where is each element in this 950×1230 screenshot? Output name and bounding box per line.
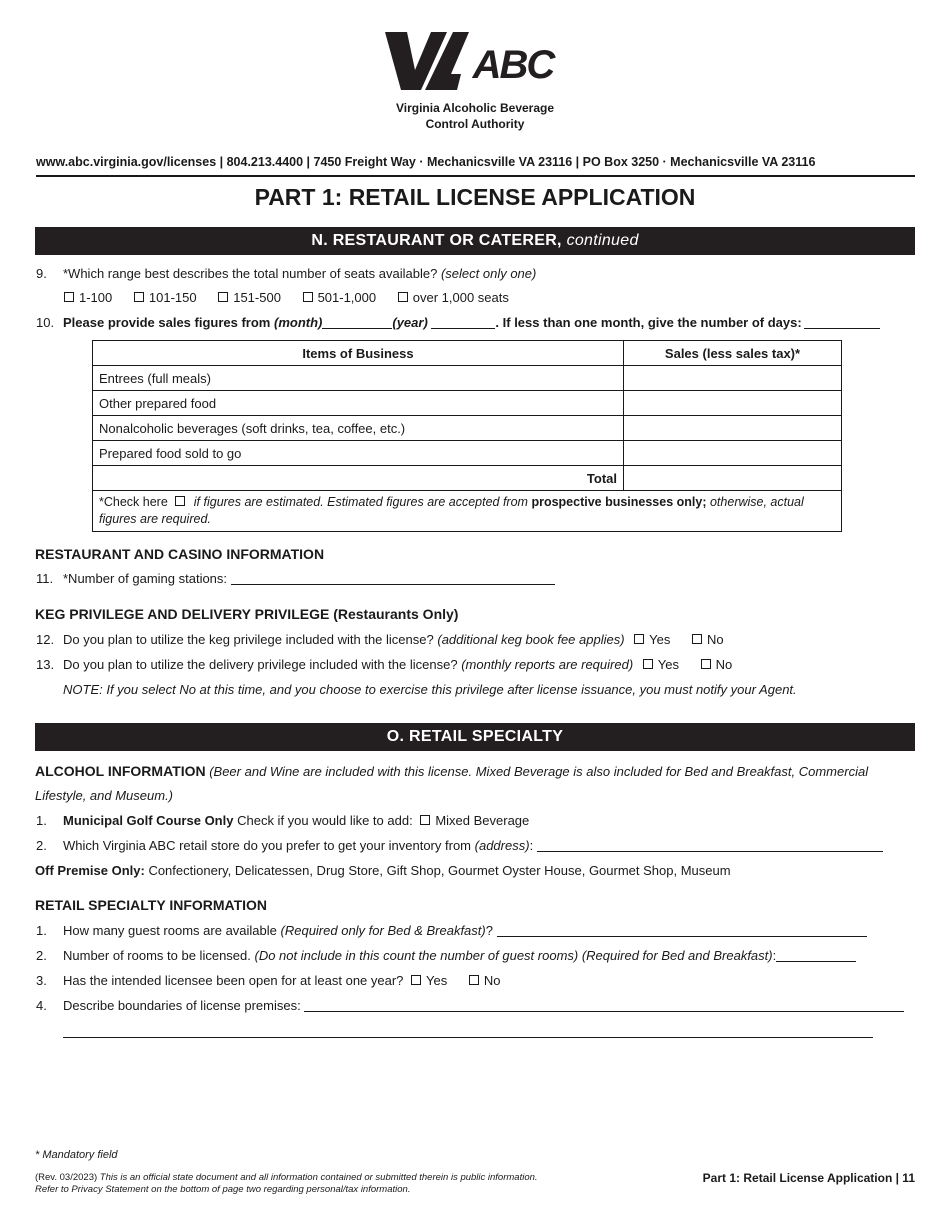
checkbox[interactable] bbox=[469, 975, 479, 985]
header-divider bbox=[36, 175, 915, 177]
r1-number: 1. bbox=[36, 923, 47, 938]
licensed-rooms-field[interactable] bbox=[776, 948, 856, 962]
q9-number: 9. bbox=[36, 266, 47, 281]
estimate-note: *Check here if figures are estimated. Estimated figures are accepted from prospective businesses only; otherwise, actual figures are required. bbox=[93, 491, 842, 532]
seat-option-1[interactable]: 1-100 bbox=[64, 290, 112, 305]
alcohol-info-line2: Lifestyle, and Museum.) bbox=[35, 788, 174, 803]
casino-heading: RESTAURANT AND CASINO INFORMATION bbox=[35, 546, 325, 562]
days-field[interactable] bbox=[804, 315, 880, 329]
row-label: Entrees (full meals) bbox=[93, 366, 624, 391]
footer-disclaimer-line1: (Rev. 03/2023) This is an official state document and all information contained or submitted therein is public information. bbox=[35, 1172, 538, 1183]
page-label: Part 1: Retail License Application | 11 bbox=[702, 1171, 915, 1185]
total-input[interactable] bbox=[624, 466, 842, 491]
checkbox[interactable] bbox=[303, 292, 313, 302]
seat-option-5[interactable]: over 1,000 seats bbox=[398, 290, 509, 305]
q10-text-b: . If less than one month, give the number of days: bbox=[495, 315, 802, 330]
sales-table bbox=[92, 340, 842, 532]
checkbox[interactable] bbox=[634, 634, 644, 644]
col-items-header: Items of Business bbox=[93, 341, 624, 366]
checkbox[interactable] bbox=[701, 659, 711, 669]
specialty-heading: RETAIL SPECIALTY INFORMATION bbox=[35, 897, 268, 913]
year-field[interactable] bbox=[431, 315, 495, 329]
a1-question: Municipal Golf Course Only Check if you would like to add: Mixed Beverage bbox=[63, 813, 530, 828]
a2-number: 2. bbox=[36, 838, 47, 853]
row-label: Nonalcoholic beverages (soft drinks, tea, coffee, etc.) bbox=[93, 416, 624, 441]
month-field[interactable] bbox=[322, 315, 392, 329]
a2-question: Which Virginia ABC retail store do you prefer to get your inventory from (address): bbox=[63, 838, 883, 853]
estimate-row bbox=[93, 491, 842, 532]
keg-yes-option[interactable]: Yes bbox=[634, 632, 670, 647]
r3-number: 3. bbox=[36, 973, 47, 988]
total-label: Total bbox=[93, 466, 624, 491]
q9-question bbox=[63, 266, 536, 281]
footer-disclaimer-line2: Refer to Privacy Statement on the bottom of page two regarding personal/tax information. bbox=[35, 1184, 411, 1195]
r2-question: Number of rooms to be licensed. (Do not include in this count the number of guest rooms) (Required for Bed and Breakfast): bbox=[63, 948, 856, 963]
q9-options bbox=[64, 290, 527, 305]
sales-input[interactable] bbox=[624, 391, 842, 416]
row-label: Prepared food sold to go bbox=[93, 441, 624, 466]
seat-option-2[interactable]: 101-150 bbox=[134, 290, 197, 305]
col-sales-header: Sales (less sales tax)* bbox=[624, 341, 842, 366]
q10-text-a: Please provide sales figures from bbox=[63, 315, 271, 330]
checkbox[interactable] bbox=[64, 292, 74, 302]
q9-hint: (select only one) bbox=[440, 266, 537, 281]
q12-question: Do you plan to utilize the keg privilege included with the license? (additional keg book fee applies) Yes No bbox=[63, 632, 724, 647]
q11-question bbox=[63, 571, 555, 586]
q13-number: 13. bbox=[36, 657, 55, 672]
gaming-stations-field[interactable] bbox=[231, 571, 555, 585]
section-n-title: N. RESTAURANT OR CATERER, bbox=[311, 232, 562, 249]
delivery-yes-option[interactable]: Yes bbox=[643, 657, 679, 672]
checkbox[interactable] bbox=[411, 975, 421, 985]
r2-number: 2. bbox=[36, 948, 47, 963]
sales-input[interactable] bbox=[624, 416, 842, 441]
table-row bbox=[93, 366, 842, 391]
checkbox[interactable] bbox=[643, 659, 653, 669]
sales-input[interactable] bbox=[624, 366, 842, 391]
q12-number: 12. bbox=[36, 632, 55, 647]
section-n-header bbox=[35, 227, 915, 255]
keg-no-option[interactable]: No bbox=[692, 632, 724, 647]
org-name-line2: Control Authority bbox=[425, 117, 525, 131]
delivery-no-option[interactable]: No bbox=[701, 657, 733, 672]
contact-line: www.abc.virginia.gov/licenses | 804.213.4400 | 7450 Freight Way · Mechanicsville VA 23116 | PO Box 3250 · Mechanicsville VA 23116 bbox=[36, 155, 816, 169]
page-title: PART 1: RETAIL LICENSE APPLICATION bbox=[254, 184, 696, 210]
q10-question bbox=[63, 315, 880, 330]
table-row bbox=[93, 416, 842, 441]
section-o-header: O. RETAIL SPECIALTY bbox=[35, 723, 915, 751]
svg-text:ABC: ABC bbox=[472, 43, 554, 87]
checkbox[interactable] bbox=[134, 292, 144, 302]
q13-question: Do you plan to utilize the delivery privilege included with the license? (monthly reports are required) Yes No bbox=[63, 657, 733, 672]
mixed-beverage-option[interactable]: Mixed Beverage bbox=[420, 813, 529, 828]
seat-option-3[interactable]: 151-500 bbox=[218, 290, 281, 305]
org-name-line1: Virginia Alcoholic Beverage bbox=[395, 101, 555, 115]
va-abc-logo bbox=[385, 30, 565, 92]
r1-question: How many guest rooms are available (Required only for Bed & Breakfast)? bbox=[63, 923, 867, 938]
checkbox[interactable] bbox=[398, 292, 408, 302]
open-year-no-option[interactable]: No bbox=[469, 973, 501, 988]
q10-number: 10. bbox=[36, 315, 55, 330]
seat-option-4[interactable]: 501-1,000 bbox=[303, 290, 377, 305]
row-label: Other prepared food bbox=[93, 391, 624, 416]
r4-number: 4. bbox=[36, 998, 47, 1013]
r4-question: Describe boundaries of license premises: bbox=[63, 998, 904, 1013]
table-row bbox=[93, 441, 842, 466]
open-year-yes-option[interactable]: Yes bbox=[411, 973, 447, 988]
sales-input[interactable] bbox=[624, 441, 842, 466]
r3-question: Has the intended licensee been open for at least one year? Yes No bbox=[63, 973, 501, 988]
total-row bbox=[93, 466, 842, 491]
table-row bbox=[93, 391, 842, 416]
privilege-note: NOTE: If you select No at this time, and you choose to exercise this privilege after license issuance, you must notify your Agent. bbox=[63, 682, 797, 697]
boundaries-field-line2[interactable] bbox=[63, 1037, 873, 1038]
a1-number: 1. bbox=[36, 813, 47, 828]
guest-rooms-field[interactable] bbox=[497, 923, 867, 937]
q11-text: *Number of gaming stations: bbox=[63, 571, 228, 586]
logo-graphic bbox=[385, 30, 565, 92]
alcohol-heading: ALCOHOL INFORMATION bbox=[35, 763, 206, 779]
q9-text: *Which range best describes the total number of seats available? bbox=[63, 266, 438, 281]
store-address-field[interactable] bbox=[537, 838, 883, 852]
q10-year-label: (year) bbox=[392, 315, 428, 330]
mandatory-note: * Mandatory field bbox=[35, 1149, 118, 1161]
estimate-checkbox[interactable] bbox=[175, 496, 185, 506]
section-n-suffix: continued bbox=[566, 232, 639, 249]
off-premise-line: Off Premise Only: Confectionery, Delicatessen, Drug Store, Gift Shop, Gourmet Oyster House, Gourmet Shop, Museum bbox=[35, 863, 731, 878]
boundaries-field[interactable] bbox=[304, 998, 904, 1012]
keg-delivery-heading: KEG PRIVILEGE AND DELIVERY PRIVILEGE (Restaurants Only) bbox=[35, 606, 459, 622]
q11-number: 11. bbox=[36, 571, 54, 586]
q10-month-label: (month) bbox=[274, 315, 323, 330]
alcohol-info-line1: ALCOHOL INFORMATION (Beer and Wine are included with this license. Mixed Beverage is also included for Bed and Breakfast, Commercial bbox=[35, 763, 869, 779]
checkbox[interactable] bbox=[692, 634, 702, 644]
checkbox[interactable] bbox=[218, 292, 228, 302]
checkbox[interactable] bbox=[420, 815, 430, 825]
